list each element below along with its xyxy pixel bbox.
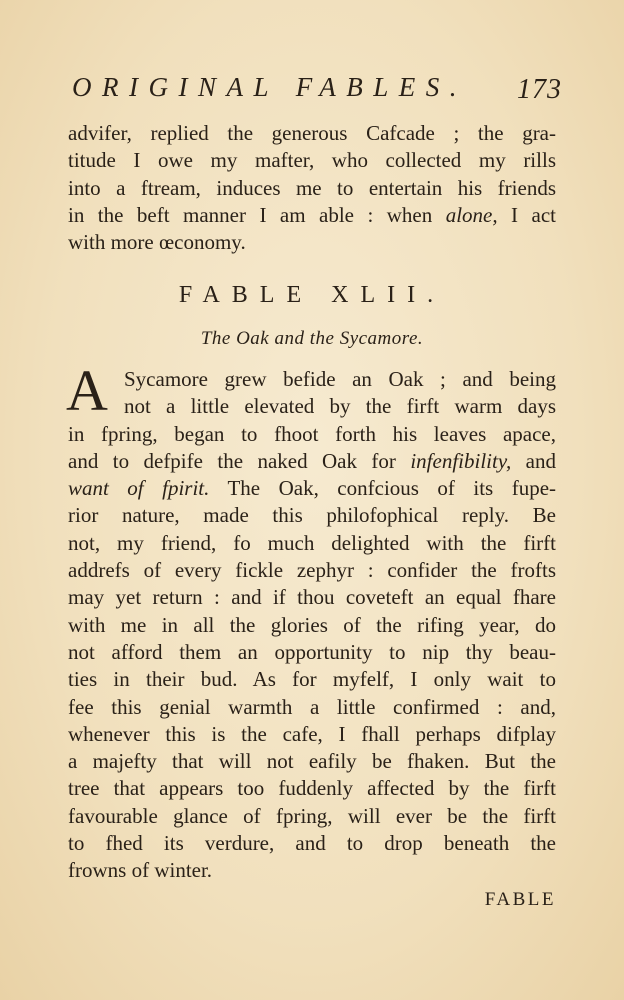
text-line: not a little elevated by the firft warm days <box>124 394 556 419</box>
fable-title: The Oak and the Sycamore. <box>200 328 424 349</box>
fable-heading <box>0 282 624 309</box>
text-line: Sycamore grew befide an Oak ; and being <box>124 367 556 391</box>
text-line: to fhed its verdure, and to drop beneath the <box>68 831 556 856</box>
text-line: want of fpirit. The Oak, confcious of its fupe- <box>68 476 557 501</box>
text-line: rior nature, made this philofophical reply. Be <box>68 503 556 528</box>
italic-text: infenfibility, <box>410 448 512 473</box>
text-line: into a ftream, induces me to entertain his friends <box>68 175 556 200</box>
text-line: fee this genial warmth a little confirmed : and, <box>68 694 556 719</box>
text-line: in fpring, began to fhoot forth his leaves apace, <box>68 421 556 446</box>
text-line: ties in their bud. As for myfelf, I only wait to <box>68 667 556 692</box>
catchword: FABLE <box>484 889 556 910</box>
text-line: titude I owe my mafter, who collected my rills <box>68 148 556 173</box>
running-head <box>72 72 562 112</box>
text-line: not afford them an opportunity to nip thy beau- <box>68 639 556 664</box>
text-line: may yet return : and if thou coveteft an equal fhare <box>68 585 556 610</box>
text-line: a majefty that will not eafily be fhaken. But the <box>68 749 556 774</box>
drop-cap: A <box>66 358 108 423</box>
fable-body <box>66 358 557 885</box>
text-line: favourable glance of fpring, will ever be the firft <box>68 803 556 828</box>
text-line: and to defpife the naked Oak for infenfibility, and <box>68 448 556 473</box>
fable-heading-text: FABLE XLII. <box>178 282 446 308</box>
running-title: ORIGINAL FABLES. <box>72 72 468 102</box>
italic-text: want of fpirit. <box>68 476 210 501</box>
text-line: tree that appears too fuddenly affected by the firft <box>68 776 556 801</box>
text-line: not, my friend, fo much delighted with the firft <box>68 530 556 555</box>
italic-text: alone, <box>445 202 498 227</box>
text-line: with me in all the glories of the rifing year, do <box>68 612 556 637</box>
text-line: addrefs of every fickle zephyr : confider the frofts <box>68 558 556 583</box>
text-line: whenever this is the cafe, I fhall perhaps difplay <box>68 721 556 746</box>
text-line: with more œconomy. <box>68 230 246 255</box>
text-line: advifer, replied the generous Cafcade ; the gra- <box>68 121 556 145</box>
intro-paragraph <box>68 120 556 256</box>
text-line: in the beft manner I am able : when alone, I act <box>68 202 556 227</box>
text-line: frowns of winter. <box>68 858 213 883</box>
page-number: 173 <box>517 74 562 105</box>
